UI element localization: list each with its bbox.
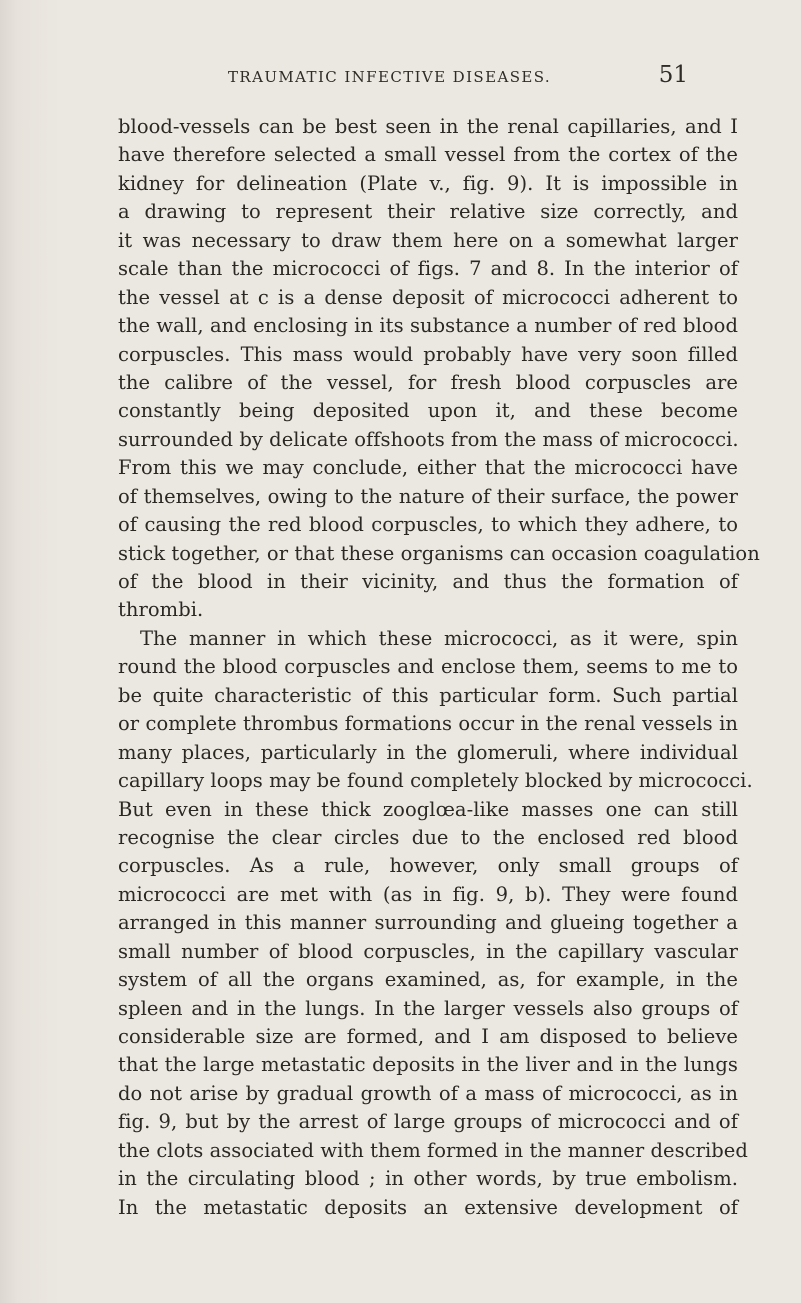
text-line: small number of blood corpuscles, in the capillary vascular (118, 939, 738, 963)
text-line: system of all the organs examined, as, for example, in the (118, 968, 738, 992)
text-line: corpuscles. This mass would probably have very soon filled (118, 342, 738, 366)
page-number: 51 (658, 62, 688, 88)
text-line: round the blood corpuscles and enclose them, seems to me to (118, 655, 738, 679)
text-line: do not arise by gradual growth of a mass of micrococci, as in (118, 1081, 738, 1105)
text-line: capillary loops may be found completely blocked by micrococci. (118, 769, 753, 793)
text-line: that the large metastatic deposits in the liver and in the lungs (118, 1053, 738, 1077)
running-title: TRAUMATIC INFECTIVE DISEASES. (228, 68, 552, 86)
text-line: arranged in this manner surrounding and glueing together a (118, 911, 738, 935)
text-line: thrombi. (118, 598, 204, 622)
running-head (228, 62, 688, 102)
text-line: constantly being deposited upon it, and these become (118, 399, 738, 423)
text-line: The manner in which these micrococci, as it were, spin (140, 626, 738, 650)
text-line: scale than the micrococci of figs. 7 and 8. In the interior of (118, 257, 738, 281)
text-line: it was necessary to draw them here on a somewhat larger (118, 228, 738, 252)
text-line: But even in these thick zooglœa-like masses one can still (118, 797, 738, 821)
text-line: kidney for delineation (Plate v., fig. 9). It is impossible in (118, 171, 738, 195)
text-line: From this we may conclude, either that the micrococci have (118, 456, 738, 480)
text-line: stick together, or that these organisms can occasion coagulation (118, 541, 760, 565)
text-line: the clots associated with them formed in the manner described (118, 1138, 748, 1162)
text-line: of causing the red blood corpuscles, to which they adhere, to (118, 513, 738, 537)
text-line: a drawing to represent their relative size correctly, and (118, 200, 738, 224)
text-line: in the circulating blood ; in other words, by true embolism. (118, 1167, 738, 1191)
text-line: spleen and in the lungs. In the larger vessels also groups of (118, 996, 738, 1020)
text-line: recognise the clear circles due to the enclosed red blood (118, 825, 738, 849)
text-line: fig. 9, but by the arrest of large groups of micrococci and of (118, 1110, 738, 1134)
text-line: of the blood in their vicinity, and thus the formation of (118, 570, 738, 593)
text-line: micrococci are met with (as in fig. 9, b). They were found (118, 882, 738, 906)
body-text (118, 113, 760, 1222)
text-line: of themselves, owing to the nature of their surface, the power (118, 484, 738, 508)
text-line: In the metastatic deposits an extensive development of (118, 1195, 738, 1219)
text-line: corpuscles. As a rule, however, only small groups of (118, 854, 738, 878)
text-line: the calibre of the vessel, for fresh blood corpuscles are (118, 370, 738, 394)
text-line: have therefore selected a small vessel from the cortex of the (118, 143, 738, 167)
text-line: considerable size are formed, and I am disposed to believe (118, 1025, 738, 1048)
text-line: surrounded by delicate offshoots from the mass of micrococci. (118, 427, 739, 451)
text-line: be quite characteristic of this particular form. Such partial (118, 683, 738, 707)
text-line: the vessel at c is a dense deposit of micrococci adherent to (118, 285, 738, 309)
text-line: or complete thrombus formations occur in the renal vessels in (118, 712, 738, 736)
text-line: many places, particularly in the glomeruli, where individual (118, 740, 738, 764)
text-line: blood-vessels can be best seen in the renal capillaries, and I (118, 115, 738, 138)
text-line: the wall, and enclosing in its substance a number of red blood (118, 314, 738, 338)
